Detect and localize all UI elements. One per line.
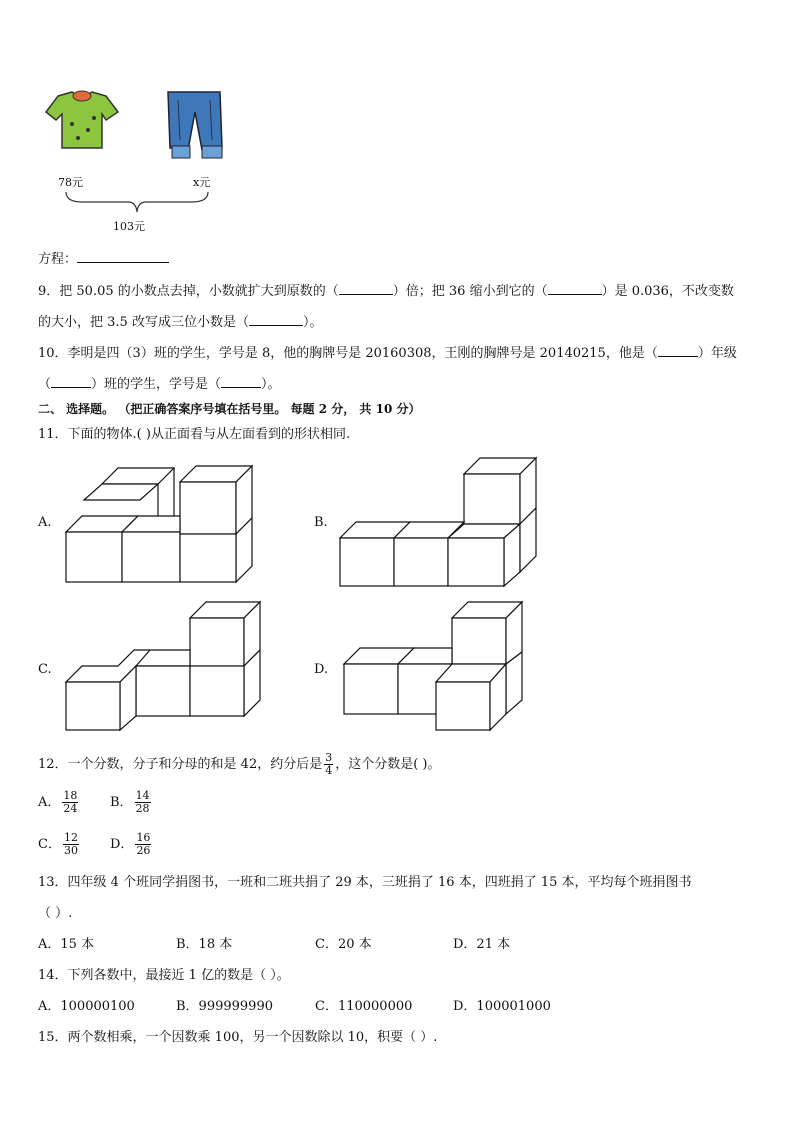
q14-option-b[interactable]: B．999999990 [176, 999, 273, 1014]
q14-option-a[interactable]: A．100000100 [38, 999, 135, 1014]
option-d-label[interactable]: D. [314, 662, 329, 677]
q13-option-c[interactable]: C．20 本 [315, 937, 372, 952]
section-heading: 二、 选择题。 （把正确答案序号填在括号里。 每题 2 分， 共 10 分） [38, 402, 421, 416]
q9-blank-3[interactable] [249, 313, 303, 326]
q10-blank-2[interactable] [51, 375, 91, 388]
option-b-cubes [338, 456, 542, 590]
fraction-3-4: $\frac{3}{4}$ [325, 751, 333, 777]
q10-blank-1[interactable] [658, 344, 698, 357]
question-15-stem: 15．两个数相乘，一个因数乘 100，另一个因数除以 10，积要（ ）. [38, 1030, 438, 1045]
question-13-stem: 13．四年级 4 个班同学捐图书，一班和二班共捐了 29 本，三班捐了 16 本，四班捐了 15 本，平均每个班捐图书 [38, 875, 692, 890]
price-total: 103元 [113, 220, 145, 233]
brace-symbol [62, 190, 212, 214]
option-a-cubes [62, 462, 258, 586]
question-13-stem-2: （ ）. [38, 906, 73, 921]
q14-option-c[interactable]: C．110000000 [315, 999, 413, 1014]
price-right: x元 [193, 176, 211, 189]
question-10-line-1: 10．李明是四（3）班的学生，学号是 8，他的胸牌号是 20160308，王刚的胸牌号是 20140215，他是（ ）年级 [38, 346, 737, 361]
q13-option-a[interactable]: A．15 本 [38, 937, 95, 952]
question-9-line-1: 9．把 50.05 的小数点去掉，小数就扩大到原数的（ ）倍；把 36 缩小到它的（ ）是 0.036，不改变数 [38, 284, 734, 299]
option-a-label[interactable]: A. [38, 515, 52, 530]
q9-blank-2[interactable] [548, 282, 602, 295]
question-9-line-2: 的大小，把 3.5 改写成三位小数是（ ）。 [38, 315, 323, 330]
equation-line [38, 250, 169, 268]
option-c-label[interactable]: C. [38, 662, 52, 677]
price-left: 78元 [58, 176, 83, 189]
pants-illustration [164, 90, 226, 162]
question-14-stem: 14．下列各数中，最接近 1 亿的数是（ ）。 [38, 968, 290, 983]
option-c-cubes [64, 600, 264, 732]
q12-option-c[interactable]: C． $\frac{12}{30}$ [38, 831, 78, 857]
q12-option-d[interactable]: D． $\frac{16}{26}$ [110, 831, 151, 857]
q13-option-b[interactable]: B．18 本 [176, 937, 233, 952]
option-b-label[interactable]: B. [314, 515, 328, 530]
question-10-line-2: （ ）班的学生，学号是（ ）。 [38, 377, 281, 392]
q10-blank-3[interactable] [221, 375, 261, 388]
question-12-stem: 12．一个分数，分子和分母的和是 42，约分后是 $\frac{3}{4}$ ，这个分数是( )。 [38, 751, 441, 777]
shirt-illustration [44, 90, 120, 152]
question-11-stem: 11．下面的物体.( )从正面看与从左面看到的形状相同. [38, 427, 351, 442]
q14-option-d[interactable]: D．100001000 [453, 999, 551, 1014]
q12-option-a[interactable]: A． $\frac{18}{24}$ [38, 789, 78, 815]
q12-option-b[interactable]: B． $\frac{14}{28}$ [110, 789, 150, 815]
equation-label: 方程： [38, 252, 78, 267]
q9-blank-1[interactable] [339, 282, 393, 295]
equation-blank[interactable] [77, 250, 169, 263]
q13-option-d[interactable]: D．21 本 [453, 937, 511, 952]
option-d-cubes [342, 600, 528, 734]
